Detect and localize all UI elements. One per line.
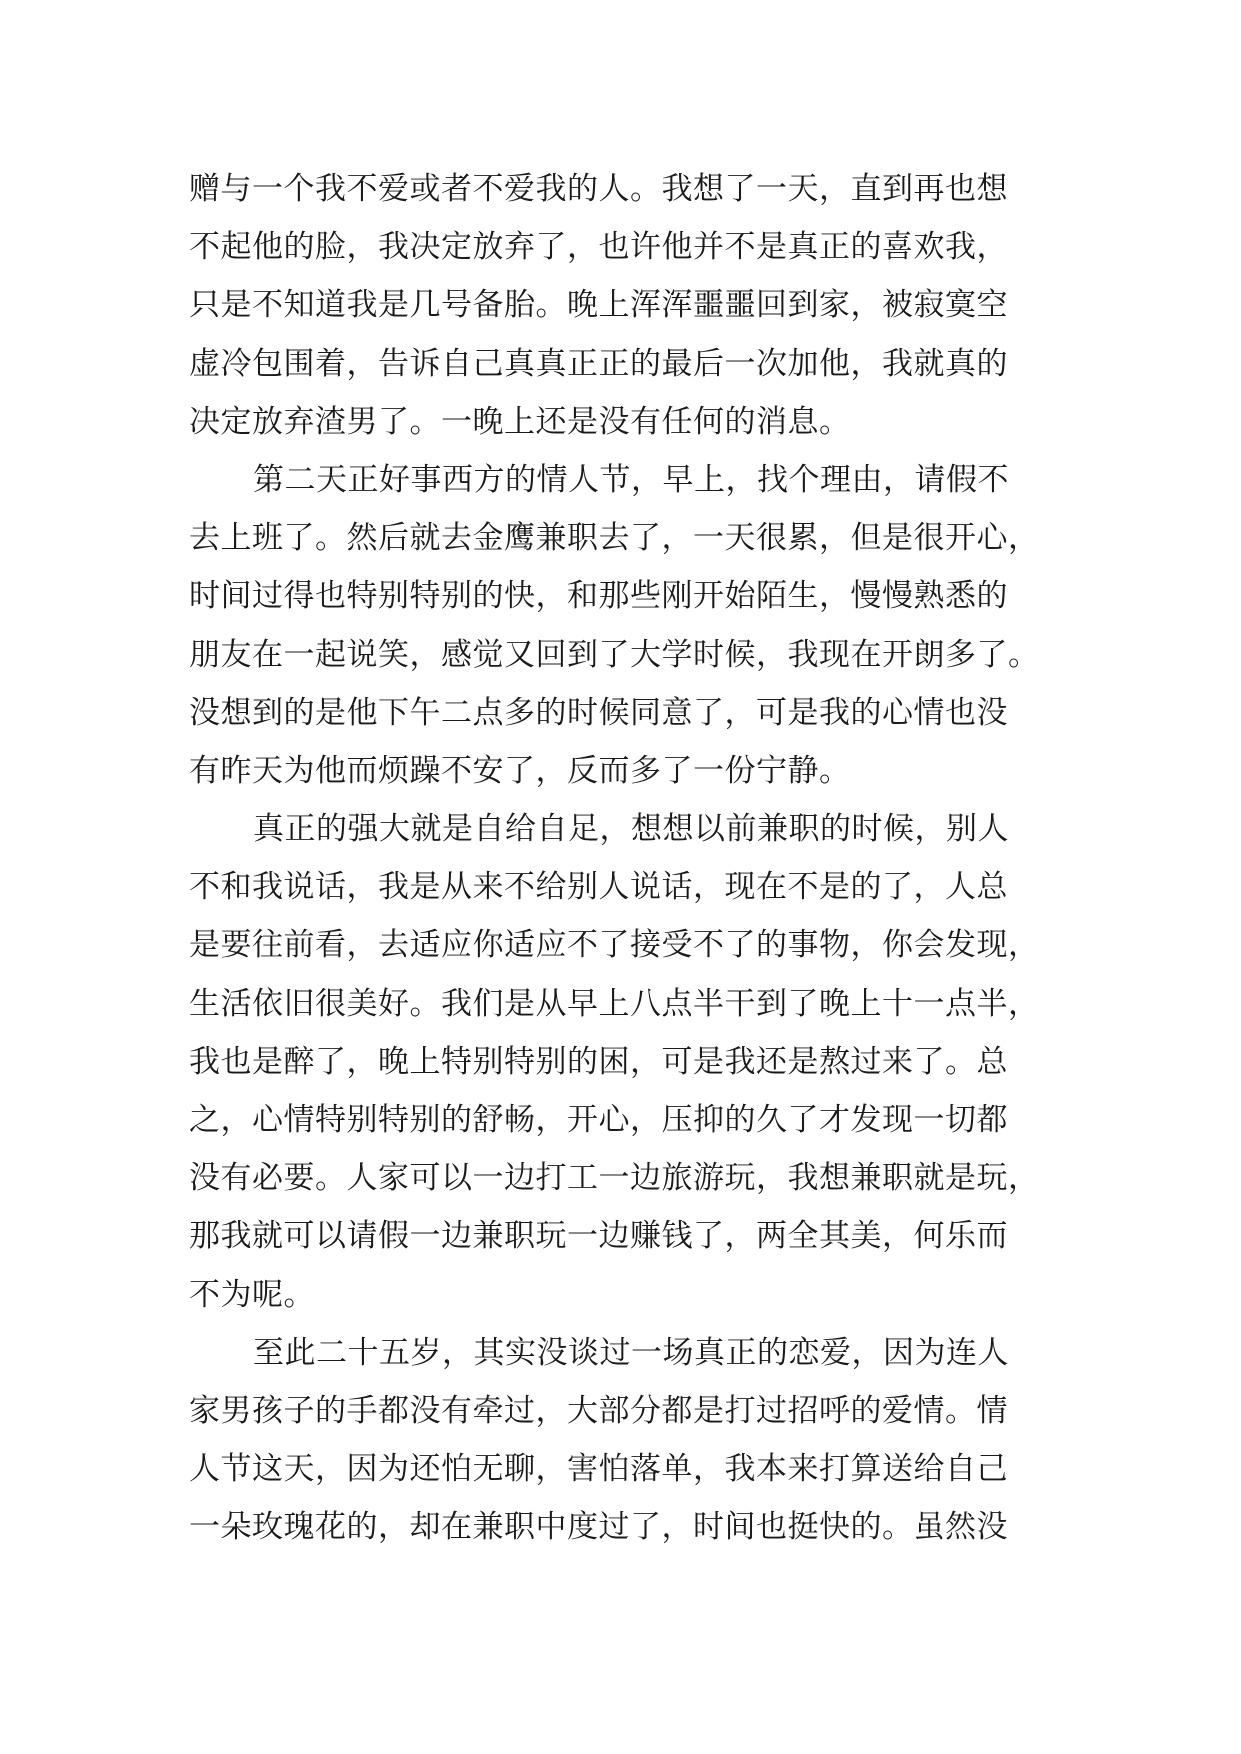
text-line: 至此二十五岁，其实没谈过一场真正的恋爱，因为连人 xyxy=(253,1334,1009,1371)
text-line: 只是不知道我是几号备胎。晚上浑浑噩噩回到家，被寂寞空 xyxy=(189,287,1008,324)
text-line: 有昨天为他而烦躁不安了，反而多了一份宁静。 xyxy=(189,752,851,789)
text-line: 生活依旧很美好。我们是从早上八点半干到了晚上十一点半， xyxy=(189,985,1040,1022)
text-line: 没想到的是他下午二点多的时候同意了，可是我的心情也没 xyxy=(189,694,1008,731)
text-line: 决定放弃渣男了。一晚上还是没有任何的消息。 xyxy=(189,403,851,440)
text-line: 那我就可以请假一边兼职玩一边赚钱了，两全其美，何乐而 xyxy=(189,1218,1008,1255)
text-line: 朋友在一起说笑，感觉又回到了大学时候，我现在开朗多了。 xyxy=(189,636,1040,673)
text-line: 时间过得也特别特别的快，和那些刚开始陌生，慢慢熟悉的 xyxy=(189,578,1008,615)
text-line: 去上班了。然后就去金鹰兼职去了，一天很累，但是很开心， xyxy=(189,520,1040,557)
text-line: 真正的强大就是自给自足，想想以前兼职的时候，别人 xyxy=(253,811,1009,848)
text-line: 不起他的脸，我决定放弃了，也许他并不是真正的喜欢我， xyxy=(189,229,1008,266)
text-line: 人节这天，因为还怕无聊，害怕落单，我本来打算送给自己 xyxy=(189,1451,1008,1488)
text-line: 虚冷包围着，告诉自己真真正正的最后一次加他，我就真的 xyxy=(189,345,1008,382)
text-line: 不和我说话，我是从来不给别人说话，现在不是的了，人总 xyxy=(189,869,1008,906)
text-line: 家男孩子的手都没有牵过，大部分都是打过招呼的爱情。情 xyxy=(189,1392,1008,1429)
text-line: 我也是醉了，晚上特别特别的困，可是我还是熬过来了。总 xyxy=(189,1043,1008,1080)
body-text xyxy=(189,160,1059,1557)
text-line: 一朵玫瑰花的，却在兼职中度过了，时间也挺快的。虽然没 xyxy=(189,1509,1008,1546)
text-line: 没有必要。人家可以一边打工一边旅游玩，我想兼职就是玩， xyxy=(189,1160,1040,1197)
text-line: 赠与一个我不爱或者不爱我的人。我想了一天，直到再也想 xyxy=(189,171,1008,207)
text-line: 是要往前看，去适应你适应不了接受不了的事物，你会发现， xyxy=(189,927,1040,964)
text-line: 之，心情特别特别的舒畅，开心，压抑的久了才发现一切都 xyxy=(189,1102,1008,1138)
text-line: 第二天正好事西方的情人节，早上，找个理由，请假不 xyxy=(253,461,1009,498)
text-line: 不为呢。 xyxy=(189,1276,315,1313)
